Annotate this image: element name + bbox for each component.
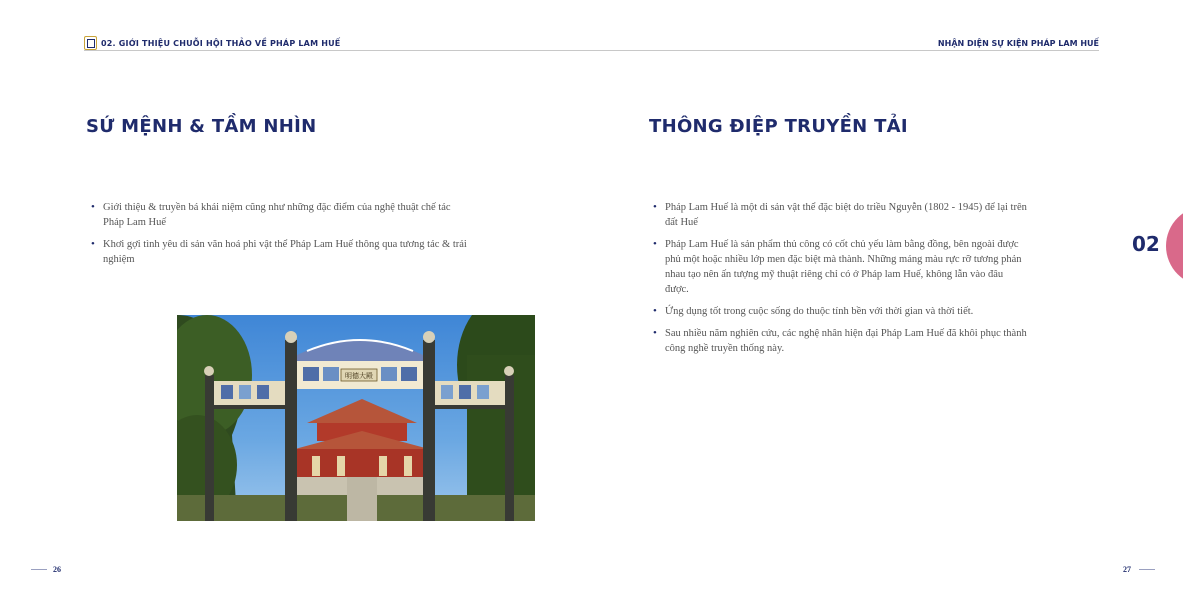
footer-line-left — [31, 569, 47, 570]
list-item: • Sau nhiều năm nghiên cứu, các nghệ nhân hiện đại Pháp Lam Huế đã khôi phục thành công nghề truyền thống này. — [653, 326, 1028, 356]
list-item: • Pháp Lam Huế là một di sản vật thể đặc biệt do triều Nguyễn (1802 - 1945) để lại trên đất Huế — [653, 200, 1028, 230]
temple-gate-photo — [177, 315, 535, 521]
page-number-left: 26 — [53, 565, 61, 574]
message-title: THÔNG ĐIỆP TRUYỀN TẢI — [649, 116, 908, 137]
mission-bullet-list — [91, 200, 471, 274]
message-bullet-list — [653, 200, 1028, 363]
footer-line-right — [1139, 569, 1155, 570]
header-divider — [84, 50, 1099, 51]
chapter-title: 02. GIỚI THIỆU CHUỖI HỘI THẢO VỀ PHÁP LAM HUẾ — [101, 38, 341, 48]
chapter-number: 02 — [1132, 232, 1160, 256]
list-item: • Pháp Lam Huế là sản phẩm thủ công có cốt chủ yếu làm bằng đồng, bên ngoài được phủ một hoặc nhiều lớp men đặc biệt mà thành. Những mảng màu rực rỡ tương phản nhau tạo nên ấn tượng mỹ thuật riêng chỉ có ở Pháp lam Huế, không lẫn vào đâu được. — [653, 237, 1028, 297]
mission-vision-title: SỨ MỆNH & TẦM NHÌN — [86, 116, 317, 137]
running-header-right: NHẬN DIỆN SỰ KIỆN PHÁP LAM HUẾ — [937, 39, 1099, 48]
list-item: • Giới thiệu & truyền bá khái niệm cũng như những đặc điểm của nghệ thuật chế tác Pháp Lam Huế — [91, 200, 471, 230]
running-header-left — [84, 36, 340, 50]
pla-logo-icon — [84, 36, 97, 50]
list-item: • Khơi gợi tình yêu di sản văn hoá phi vật thể Pháp Lam Huế thông qua tương tác & trải nghiệm — [91, 237, 471, 267]
list-item: • Ứng dụng tốt trong cuộc sống do thuộc tính bền với thời gian và thời tiết. — [653, 304, 1028, 319]
gate-sign-text: 明德大殿 — [345, 372, 373, 380]
chapter-side-tab — [1166, 206, 1183, 286]
page-number-right: 27 — [1123, 565, 1131, 574]
